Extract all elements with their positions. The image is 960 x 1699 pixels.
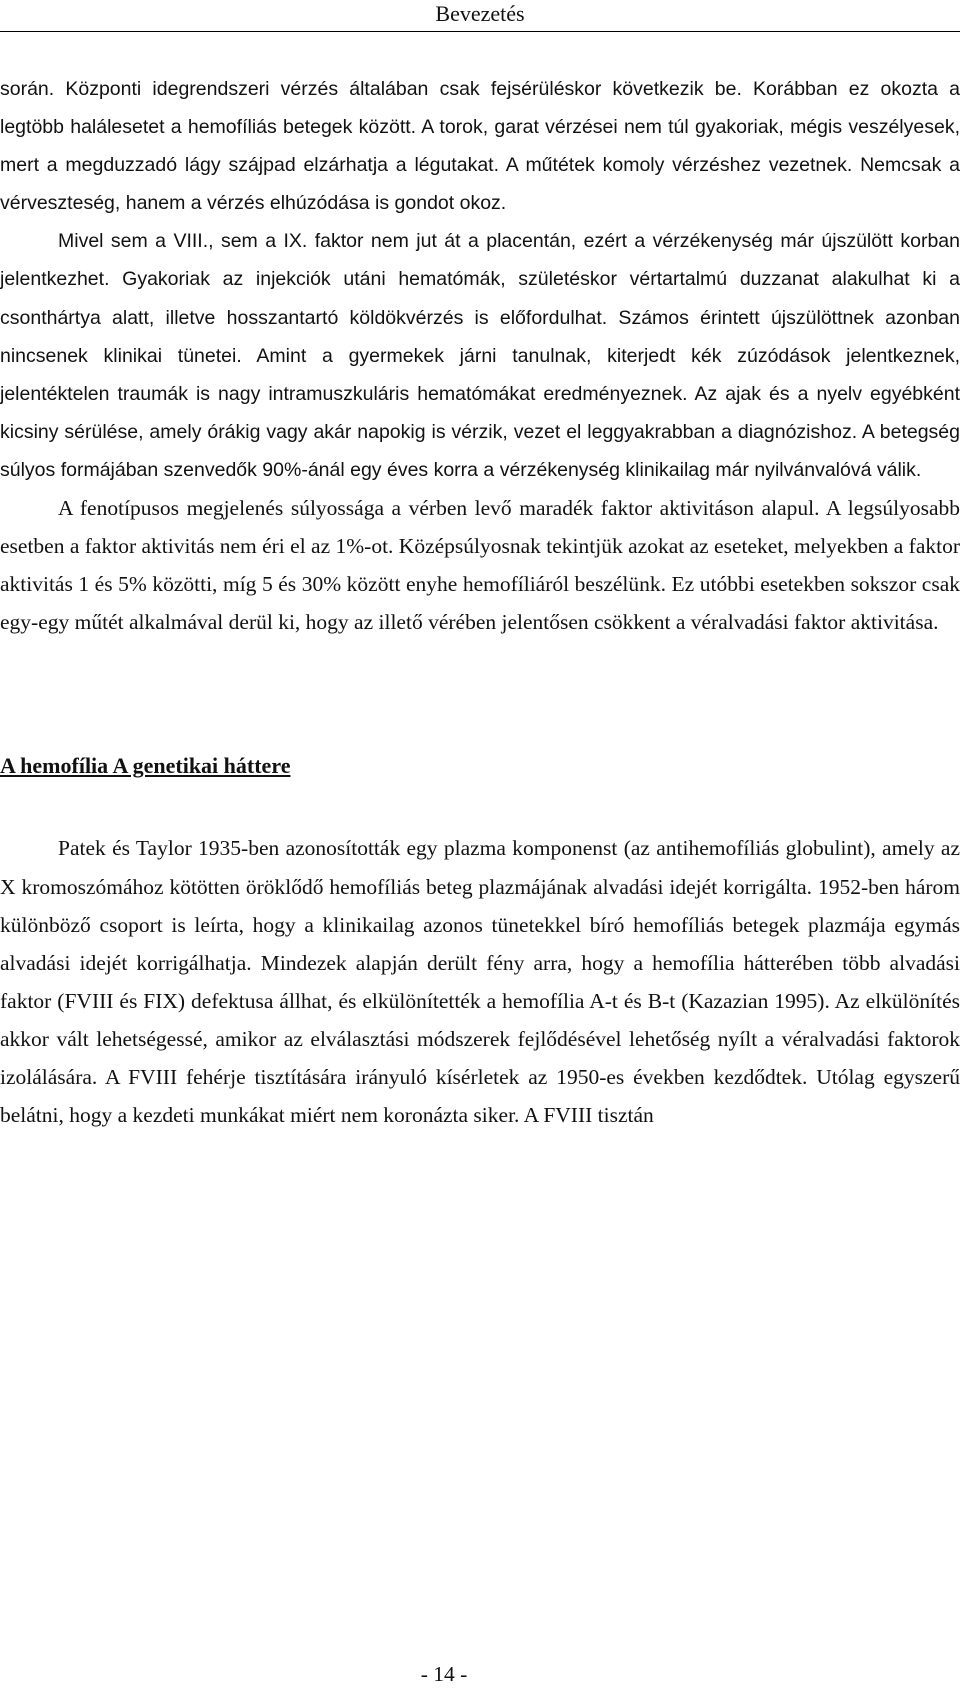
page-body: [0, 70, 960, 1134]
paragraph-genetic-background: Patek és Taylor 1935-ben azonosították egy plazma komponenst (az antihemofíliás globulint), amely az X kromoszómához kötötten öröklődő hemofíliás beteg plazmájának alvadási idejét korrigálta. 1952-ben három különböző csoport is leírta, hogy a klinikailag azonos tünetekkel bíró hemofíliás betegek plazmája egymás alvadási idejét korrigálhatja. Mindezek alapján derült fény arra, hogy a hemofília hátterében több alvadási faktor (FVIII és FIX) defektusa állhat, és elkülönítették a hemofília A-t és B-t (Kazazian 1995). Az elkülönítés akkor vált lehetségessé, amikor az elválasztási módszerek fejlődésével lehetőség nyílt a véralvadási faktorok izolálására. A FVIII fehérje tisztítására irányuló kísérletek az 1950-es években kezdődtek. Utólag egyszerű belátni, hogy a kezdeti munkákat miért nem koronázta siker. A FVIII tisztán: [0, 836, 960, 1128]
paragraph-phenotype-severity: A fenotípusos megjelenés súlyossága a vérben levő maradék faktor aktivitáson alapul. A legsúlyosabb esetben a faktor aktivitás nem éri el az 1%-ot. Középsúlyosnak tekintjük azokat az eseteket, melyekben a faktor aktivitás 1 és 5% közötti, míg 5 és 30% között enyhe hemofíliáról beszélünk. Ez utóbbi esetekben sokszor csak egy-egy műtét alkalmával derül ki, hogy az illető vérében jelentősen csökkent a véralvadási faktor aktivitása.: [0, 496, 960, 635]
header-rule: [0, 31, 960, 32]
running-header: Bevezetés: [435, 1, 525, 26]
paragraph-bleeding-complications: során. Központi idegrendszeri vérzés általában csak fejsérüléskor következik be. Korábban ez okozta a legtöbb halálesetet a hemofíliás betegek között. A torok, garat vérzései nem túl gyakoriak, mégis veszélyesek, mert a megduzzadó lágy szájpad elzárhatja a légutakat. A műtétek komoly vérzéshez vezetnek. Nemcsak a vérveszteség, hanem a vérzés elhúzódása is gondot okoz.: [0, 78, 960, 215]
page-number: - 14 -: [420, 1662, 468, 1686]
spacer: [0, 785, 960, 829]
section-heading: A hemofília A genetikai háttere: [0, 753, 291, 779]
paragraph-newborn-symptoms: Mivel sem a VIII., sem a IX. faktor nem jut át a placentán, ezért a vérzékenység már újszülött korban jelentkezhet. Gyakoriak az injekciók utáni hematómák, születéskor vértartalmú duzzanat alakulhat ki a csonthártya alatt, illetve hosszantartó köldökvérzés is előfordulhat. Számos érintett újszülöttnek azonban nincsenek klinikai tünetei. Amint a gyermekek járni tanulnak, kiterjedt kék zúzódások jelentkeznek, jelentéktelen traumák is nagy intramuszkuláris hematómákat eredményeznek. Az ajak és a nyelv egyébként kicsiny sérülése, amely órákig vagy akár napokig is vérzik, vezet el leggyakrabban a diagnózishoz. A betegség súlyos formájában szenvedők 90%-ánál egy éves korra a vérzékenység klinikailag már nyilvánvalóvá válik.: [0, 230, 960, 481]
